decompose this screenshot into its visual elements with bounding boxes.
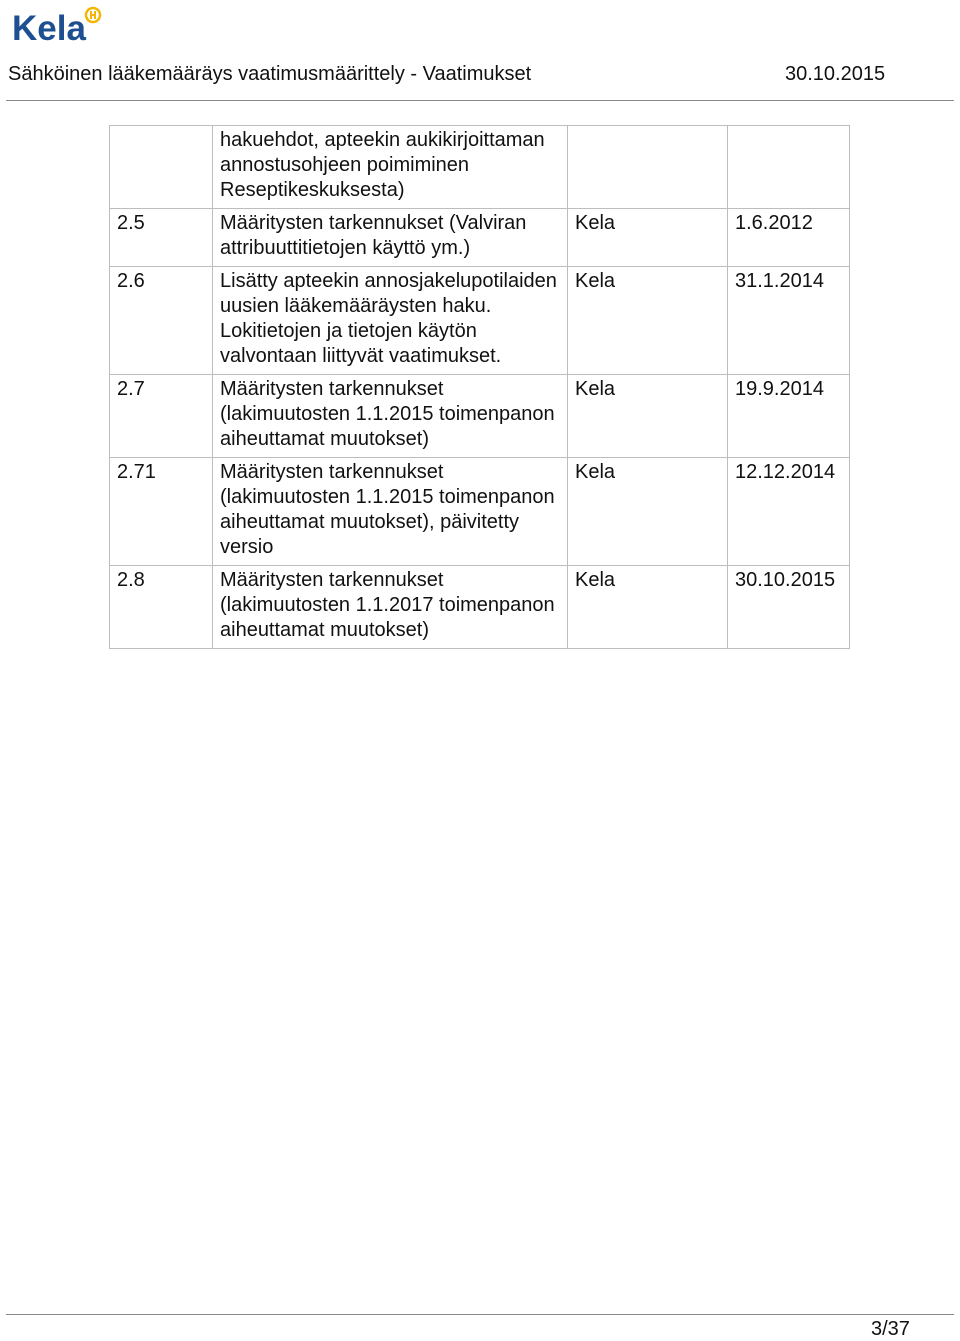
page-header [6, 58, 954, 101]
version-cell: 2.7 [110, 375, 213, 458]
revision-history-table [109, 125, 850, 649]
table-row [110, 375, 850, 458]
svg-text:Kela: Kela [12, 9, 86, 46]
table-row [110, 458, 850, 566]
author-cell [568, 126, 728, 209]
table-row [110, 267, 850, 375]
author-cell: Kela [568, 458, 728, 566]
date-cell: 30.10.2015 [728, 566, 850, 649]
table-row [110, 209, 850, 267]
version-cell: 2.71 [110, 458, 213, 566]
description-cell: Määritysten tarkennukset (Valviran attribuuttitietojen käyttö ym.) [213, 209, 568, 267]
author-cell: Kela [568, 375, 728, 458]
date-cell: 12.12.2014 [728, 458, 850, 566]
description-cell: hakuehdot, apteekin aukikirjoittaman annostusohjeen poimiminen Reseptikeskuksesta) [213, 126, 568, 209]
description-cell: Lisätty apteekin annosjakelupotilaiden uusien lääkemääräysten haku. Lokitietojen ja tietojen käytön valvontaan liittyvät vaatimukset. [213, 267, 568, 375]
page-number: 3/37 [871, 1318, 910, 1340]
version-cell [110, 126, 213, 209]
date-cell [728, 126, 850, 209]
author-cell: Kela [568, 267, 728, 375]
footer-divider [6, 1314, 954, 1315]
date-cell: 1.6.2012 [728, 209, 850, 267]
version-cell: 2.6 [110, 267, 213, 375]
document-date: 30.10.2015 [785, 63, 886, 85]
description-cell: Määritysten tarkennukset (lakimuutosten 1.1.2015 toimenpanon aiheuttamat muutokset) [213, 375, 568, 458]
version-cell: 2.5 [110, 209, 213, 267]
date-cell: 31.1.2014 [728, 267, 850, 375]
date-cell: 19.9.2014 [728, 375, 850, 458]
table-row [110, 126, 850, 209]
kela-logo [12, 4, 104, 46]
version-cell: 2.8 [110, 566, 213, 649]
author-cell: Kela [568, 209, 728, 267]
description-cell: Määritysten tarkennukset (lakimuutosten 1.1.2015 toimenpanon aiheuttamat muutokset), päivitetty versio [213, 458, 568, 566]
description-cell: Määritysten tarkennukset (lakimuutosten 1.1.2017 toimenpanon aiheuttamat muutokset) [213, 566, 568, 649]
table-row [110, 566, 850, 649]
author-cell: Kela [568, 566, 728, 649]
document-title: Sähköinen lääkemääräys vaatimusmäärittely - Vaatimukset [8, 63, 532, 85]
